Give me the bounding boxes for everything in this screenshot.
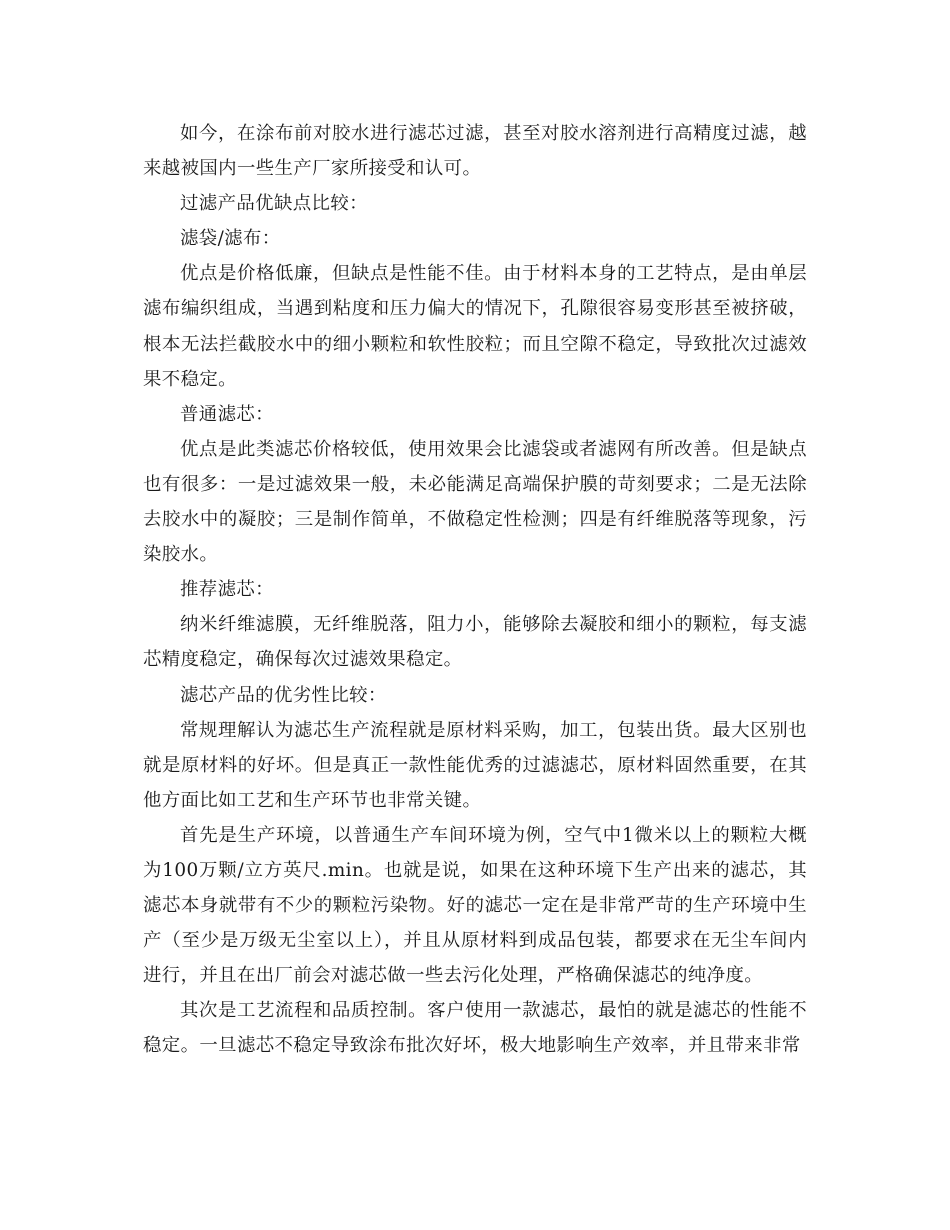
paragraph-ordinary-cartridge: 优点是此类滤芯价格较低，使用效果会比滤袋或者滤网有所改善。但是缺点也有很多：一是过滤效果一般，未必能满足高端保护膜的苛刻要求；二是无法除去胶水中的凝胶；三是制作简单，不做稳定性检测；四是有纤维脱落等现象，污染胶水。 [143, 438, 807, 566]
paragraph-filter-bag: 优点是价格低廉，但缺点是性能不佳。由于材料本身的工艺特点，是由单层滤布编织组成，当遇到粘度和压力偏大的情况下，孔隙很容易变形甚至被挤破，根本无法拦截胶水中的细小颗粒和软性胶粒；而且空隙不稳定，导致批次过滤效果不稳定。 [143, 263, 807, 390]
paragraph-process-quality-control: 其次是工艺流程和品质控制。客户使用一款滤芯，最怕的就是滤芯的性能不稳定。一旦滤芯不稳定导致涂布批次好坏，极大地影响生产效率，并且带来非常 [143, 1000, 807, 1057]
heading-filter-bag: 滤袋/滤布： [180, 228, 281, 250]
heading-recommended-cartridge: 推荐滤芯： [180, 579, 274, 601]
heading-ordinary-cartridge: 普通滤芯： [180, 403, 274, 425]
heading-comparison: 过滤产品优缺点比较： [180, 193, 368, 215]
paragraph-intro: 如今，在涂布前对胶水进行滤芯过滤，甚至对胶水溶剂进行高精度过滤，越来越被国内一些生产厂家所接受和认可。 [143, 123, 807, 180]
document-body [143, 116, 807, 1064]
heading-cartridge-quality: 滤芯产品的优劣性比较： [180, 684, 387, 706]
paragraph-recommended-cartridge: 纳米纤维滤膜，无纤维脱落，阻力小，能够除去凝胶和细小的颗粒，每支滤芯精度稳定，确保每次过滤效果稳定。 [143, 614, 807, 671]
paragraph-production-environment: 首先是生产环境，以普通生产车间环境为例，空气中1微米以上的颗粒大概为100万颗/立方英尺.min。也就是说，如果在这种环境下生产出来的滤芯，其滤芯本身就带有不少的颗粒污染物。好的滤芯一定在是非常严苛的生产环境中生产（至少是万级无尘室以上），并且从原材料到成品包装，都要求在无尘车间内进行，并且在出厂前会对滤芯做一些去污化处理，严格确保滤芯的纯净度。 [143, 824, 807, 987]
paragraph-production-process: 常规理解认为滤芯生产流程就是原材料采购，加工，包装出货。最大区别也就是原材料的好坏。但是真正一款性能优秀的过滤滤芯，原材料固然重要，在其他方面比如工艺和生产环节也非常关键。 [143, 719, 807, 811]
